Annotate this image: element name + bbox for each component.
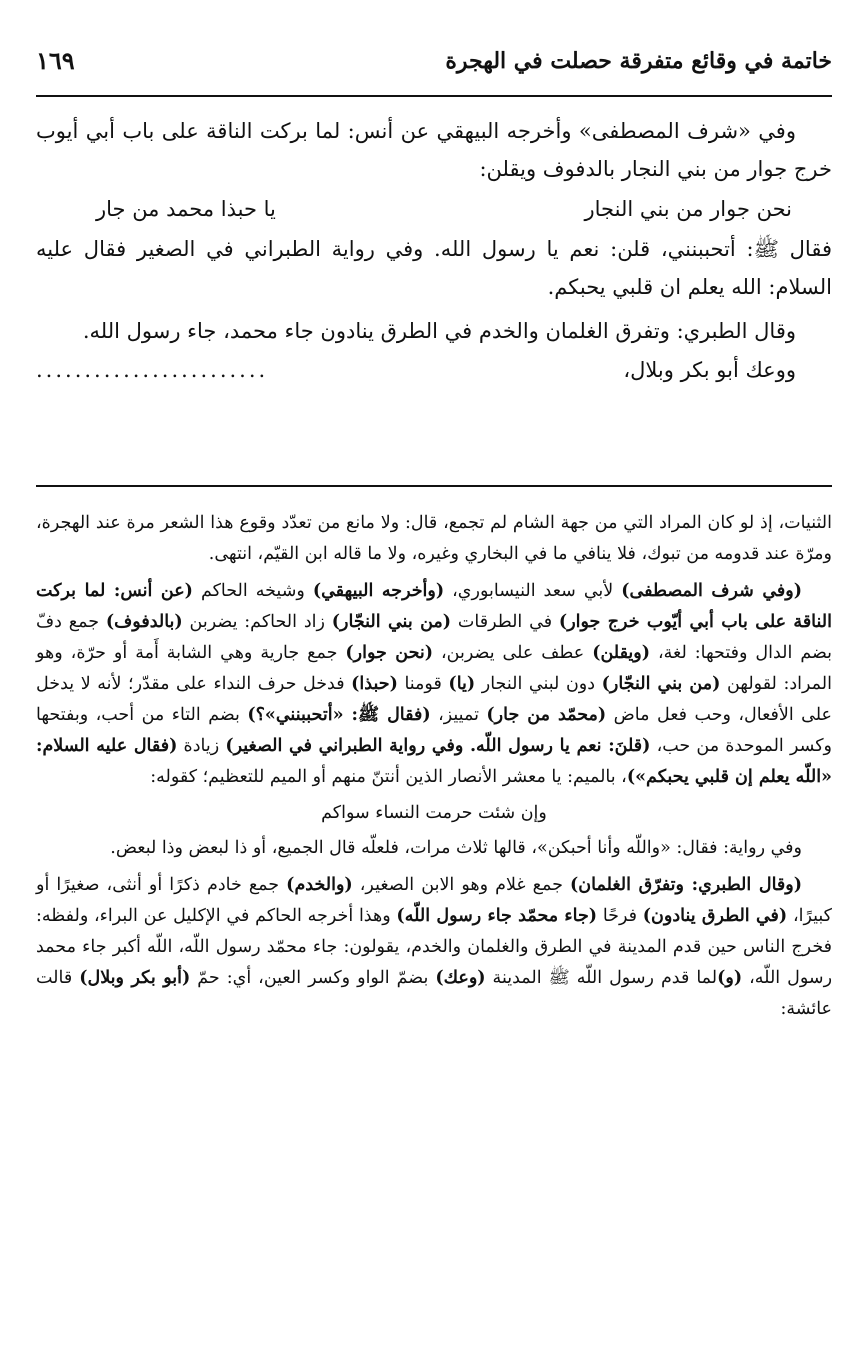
quoted-phrase: (جاء محمّد جاء رسول اللّه) xyxy=(396,906,598,926)
commentary-text-span: عطف على يضربن، xyxy=(433,643,593,663)
commentary-text-span: زاد الحاكم: يضربن xyxy=(182,612,332,632)
quoted-phrase: (قلنَ: نعم يا رسول اللّه. وفي رواية الطبراني في الصغير) xyxy=(225,736,651,756)
commentary-paragraph-2 xyxy=(36,576,832,793)
quoted-phrase: (في الطرق ينادون) xyxy=(642,906,788,926)
poem-hemistich-first: نحن جوار من بني النجار xyxy=(584,197,792,221)
poem-hemistich-second: يا حبذا محمد من جار xyxy=(96,197,276,221)
commentary-paragraph-1: الثنيات، إذ لو كان المراد التي من جهة الشام لم تجمع، قال: ولا مانع من تعدّد وقوع هذا الشعر مرة عند الهجرة، ومرّة عند قدومه من تبوك، فلا ينافي ما في البخاري وغيره، ولا ما قاله ابن القيّم، انتهى. xyxy=(36,513,832,564)
matn-paragraph-2: فقال ﷺ: أتحببنني، قلن: نعم يا رسول الله. وفي رواية الطبراني في الصغير فقال عليه السلام: الله يعلم ان قلبي يحبكم. xyxy=(36,237,832,299)
commentary-text-span: جمع خادم ذكرًا أو أنثى، صغيرًا أو كبيرًا، xyxy=(36,875,832,926)
quoted-phrase: (يا) xyxy=(448,674,476,694)
commentary-paragraph-3: وفي رواية: فقال: «واللّه وأنا أحبكن»، قالها ثلاث مرات، فلعلّه قال الجميع، أو ذا لبعض وذا لبعض. xyxy=(110,838,802,858)
quoted-phrase: (ويقلن) xyxy=(592,643,651,663)
quoted-phrase: (من بني النجّار) xyxy=(331,612,452,632)
quoted-phrase: (وقال الطبري: وتفرّق الغلمان) xyxy=(569,875,802,895)
commentary-text-span: ، بالميم: يا معشر الأنصار الذين أنتنّ منهم أو الميم للتعظيم؛ كقوله: xyxy=(150,767,627,787)
running-header xyxy=(36,42,832,86)
quoted-phrase: (نحن جوار) xyxy=(345,643,434,663)
commentary-text-span: جمع غلام وهو الابن الصغير، xyxy=(352,875,570,895)
quoted-phrase: (محمّد من جار) xyxy=(486,705,607,725)
commentary-paragraph-4 xyxy=(36,870,832,1025)
commentary-text-span: في الطرقات xyxy=(451,612,559,632)
header-rule xyxy=(36,95,832,97)
quoted-phrase: (أبو بكر وبلال) xyxy=(79,968,191,988)
commentary-text-span: قومنا xyxy=(397,674,449,694)
quoted-phrase: (وعك) xyxy=(435,968,486,988)
quoted-phrase: (عن أنس: لما بركت الناقة على باب أبي أيّوب خرج جوار) xyxy=(36,581,832,632)
commentary-text-span: جمع جارية وهي الشابة أَمة أو حرّة، وهو المراد: لقولهن xyxy=(36,643,832,694)
quoted-verse: وإن شئت حرمت النساء سواكم xyxy=(321,803,547,823)
section-divider xyxy=(36,485,832,487)
commentary-text-span: وهذا أخرجه الحاكم في الإكليل عن البراء، ولفظه: فخرج الناس حين قدم المدينة في الطرق والغلمان والخدم، يقولون: جاء محمّد رسول اللّه، اللّه أكبر جاء محمد رسول اللّه، xyxy=(36,906,833,988)
matn-paragraph-3: وقال الطبري: وتفرق الغلمان والخدم في الطرق ينادون جاء محمد، جاء رسول الله. xyxy=(82,319,796,343)
commentary-text-span: جمع دفّ بضم الدال وفتحها: لغة، xyxy=(36,612,833,663)
commentary-text-span: تمييز، xyxy=(430,705,487,725)
commentary-text-span: دون لبني النجار xyxy=(475,674,602,694)
commentary-text-span: فدخل حرف النداء على مقدّر؛ لأنه لا يدخل على الأفعال، وحب فعل ماض xyxy=(36,674,833,725)
quoted-phrase: (والخدم) xyxy=(286,875,353,895)
quoted-phrase: (فقال ﷺ: «أتحببنني»؟) xyxy=(247,705,431,725)
commentary-text-span: قالت عائشة: xyxy=(36,968,832,1019)
page-number: ١٦٩ xyxy=(36,46,75,75)
quoted-phrase: (بالدفوف) xyxy=(105,612,183,632)
quoted-phrase: (وفي شرف المصطفى) xyxy=(621,581,803,601)
quoted-phrase: (فقال عليه السلام: «اللّه يعلم إن قلبي يحبكم») xyxy=(36,736,832,787)
commentary-text-span: بضمّ الواو وكسر العين، أي: حمّ xyxy=(190,968,436,988)
commentary-text-span: لما قدم رسول اللّه ﷺ المدينة xyxy=(485,968,718,988)
poem-verse xyxy=(36,188,832,230)
quoted-phrase: (وأخرجه البيهقي) xyxy=(312,581,445,601)
header-title: خاتمة في وقائع متفرقة حصلت في الهجرة xyxy=(445,48,832,74)
main-text xyxy=(36,112,832,390)
commentary-text-span: وشيخه الحاكم xyxy=(192,581,313,601)
quoted-phrase: (و) xyxy=(717,968,743,988)
commentary-text xyxy=(36,508,832,1025)
matn-paragraph-1: وفي «شرف المصطفى» وأخرجه البيهقي عن أنس: لما بركت الناقة على باب أبي أيوب خرج جوار من بني النجار بالدفوف ويقلن: xyxy=(36,119,832,181)
commentary-text-span: بضم التاء من أحب، وبفتحها وكسر الموحدة من حب، xyxy=(36,705,832,756)
commentary-text-span: فرحًا xyxy=(597,906,643,926)
ellipsis-dots: ........................ xyxy=(36,358,269,382)
quoted-phrase: (من بني النجّار) xyxy=(601,674,721,694)
commentary-text-span: لأبي سعد النيسابوري، xyxy=(444,581,622,601)
quoted-phrase: (حبذا) xyxy=(351,674,398,694)
commentary-text-span: زيادة xyxy=(177,736,226,756)
matn-last-text: ووعك أبو بكر وبلال، xyxy=(623,358,796,382)
matn-paragraph-4 xyxy=(36,350,832,390)
